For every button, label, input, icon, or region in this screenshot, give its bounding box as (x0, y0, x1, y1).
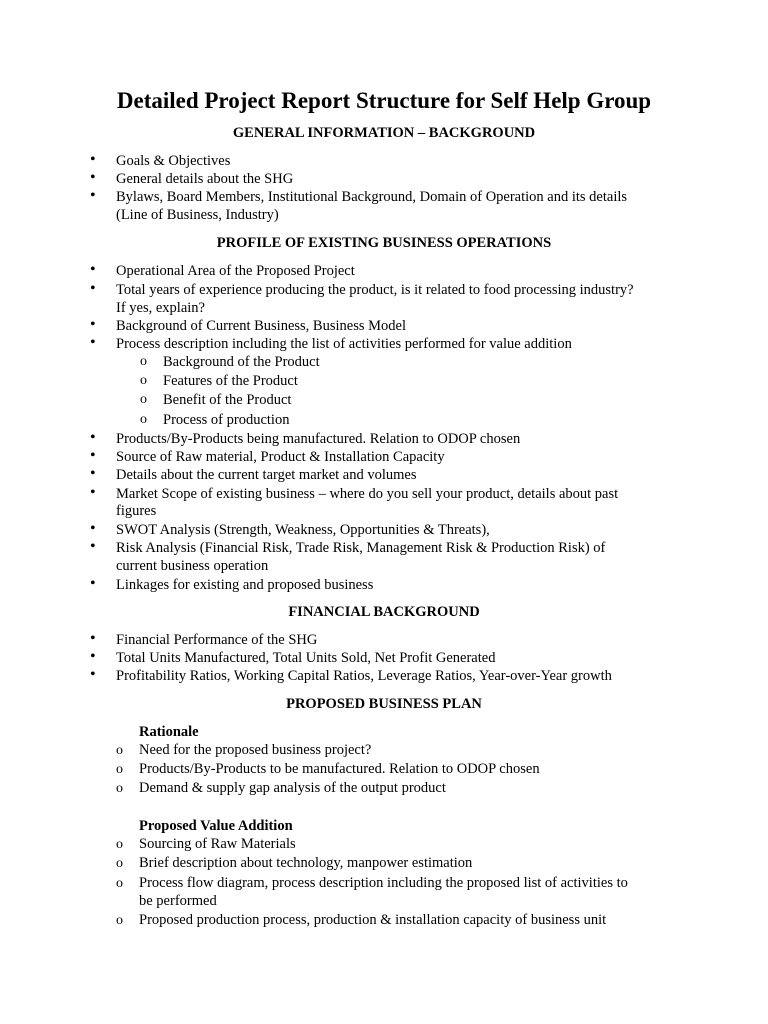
bullet-icon: • (90, 465, 96, 482)
list-item: Operational Area of the Proposed Project (116, 263, 355, 279)
sub-bullet-icon: o (116, 743, 123, 758)
subsection-heading-value-addition: Proposed Value Addition (139, 818, 293, 834)
list-item: Proposed production process, production & installation capacity of business unit (139, 912, 607, 928)
list-item: Products/By-Products to be manufactured. Relation to ODOP chosen (139, 761, 540, 777)
sub-bullet-icon: o (116, 837, 123, 852)
sub-bullet-icon: o (116, 856, 123, 871)
list-item: Process flow diagram, process description including the proposed list of activities to (139, 875, 628, 891)
list-item-continuation: figures (116, 503, 157, 519)
sub-bullet-icon: o (140, 392, 147, 407)
list-item: Need for the proposed business project? (139, 742, 372, 758)
list-item: Bylaws, Board Members, Institutional Background, Domain of Operation and its details (116, 189, 628, 205)
bullet-icon: • (90, 261, 96, 278)
list-item: Total Units Manufactured, Total Units Sold, Net Profit Generated (116, 650, 496, 666)
bullet-icon: • (90, 447, 96, 464)
list-item: Brief description about technology, manpower estimation (139, 855, 473, 871)
sub-list-item: Benefit of the Product (163, 392, 292, 408)
list-item: Background of Current Business, Business Model (116, 318, 406, 334)
section-heading-proposed: PROPOSED BUSINESS PLAN (286, 696, 482, 712)
list-item: SWOT Analysis (Strength, Weakness, Opportunities & Threats), (116, 522, 490, 538)
list-item: Demand & supply gap analysis of the output product (139, 780, 446, 796)
sub-bullet-icon: o (140, 373, 147, 388)
bullet-icon: • (90, 538, 96, 555)
sub-list-item: Background of the Product (163, 354, 320, 370)
sub-bullet-icon: o (140, 354, 147, 369)
section-heading-general: GENERAL INFORMATION – BACKGROUND (232, 125, 536, 141)
list-item: Profitability Ratios, Working Capital Ratios, Leverage Ratios, Year-over-Year growth (116, 668, 612, 684)
sub-bullet-icon: o (140, 412, 147, 427)
bullet-icon: • (90, 484, 96, 501)
bullet-icon: • (90, 334, 96, 351)
list-item: Source of Raw material, Product & Installation Capacity (116, 449, 445, 465)
bullet-icon: • (90, 666, 96, 683)
document-title: Detailed Project Report Structure for Self Help Group (116, 88, 652, 113)
bullet-icon: • (90, 575, 96, 592)
list-item: Process description including the list of activities performed for value addition (116, 336, 572, 352)
bullet-icon: • (90, 429, 96, 446)
bullet-icon: • (90, 630, 96, 647)
list-item-continuation: If yes, explain? (116, 300, 205, 316)
list-item: Goals & Objectives (116, 153, 231, 169)
list-item: Linkages for existing and proposed business (116, 577, 374, 593)
section-heading-profile: PROFILE OF EXISTING BUSINESS OPERATIONS (216, 235, 552, 251)
list-item: Sourcing of Raw Materials (139, 836, 296, 852)
bullet-icon: • (90, 316, 96, 333)
list-item: Risk Analysis (Financial Risk, Trade Risk, Management Risk & Production Risk) of (116, 540, 606, 556)
sub-list-item: Features of the Product (163, 373, 298, 389)
list-item-continuation: current business operation (116, 558, 269, 574)
sub-bullet-icon: o (116, 876, 123, 891)
sub-bullet-icon: o (116, 913, 123, 928)
list-item: Products/By-Products being manufactured. Relation to ODOP chosen (116, 431, 521, 447)
bullet-icon: • (90, 648, 96, 665)
bullet-icon: • (90, 151, 96, 168)
list-item: Details about the current target market and volumes (116, 467, 417, 483)
list-item-continuation: be performed (139, 893, 217, 909)
subsection-heading-rationale: Rationale (139, 724, 199, 740)
bullet-icon: • (90, 520, 96, 537)
sub-list-item: Process of production (163, 412, 290, 428)
list-item-continuation: (Line of Business, Industry) (116, 207, 279, 223)
list-item: Market Scope of existing business – where do you sell your product, details about past (116, 486, 619, 502)
section-heading-financial: FINANCIAL BACKGROUND (288, 604, 480, 620)
sub-bullet-icon: o (116, 762, 123, 777)
bullet-icon: • (90, 169, 96, 186)
list-item: General details about the SHG (116, 171, 294, 187)
bullet-icon: • (90, 187, 96, 204)
sub-bullet-icon: o (116, 781, 123, 796)
list-item: Financial Performance of the SHG (116, 632, 318, 648)
list-item: Total years of experience producing the product, is it related to food processing industry? (116, 282, 634, 298)
bullet-icon: • (90, 280, 96, 297)
